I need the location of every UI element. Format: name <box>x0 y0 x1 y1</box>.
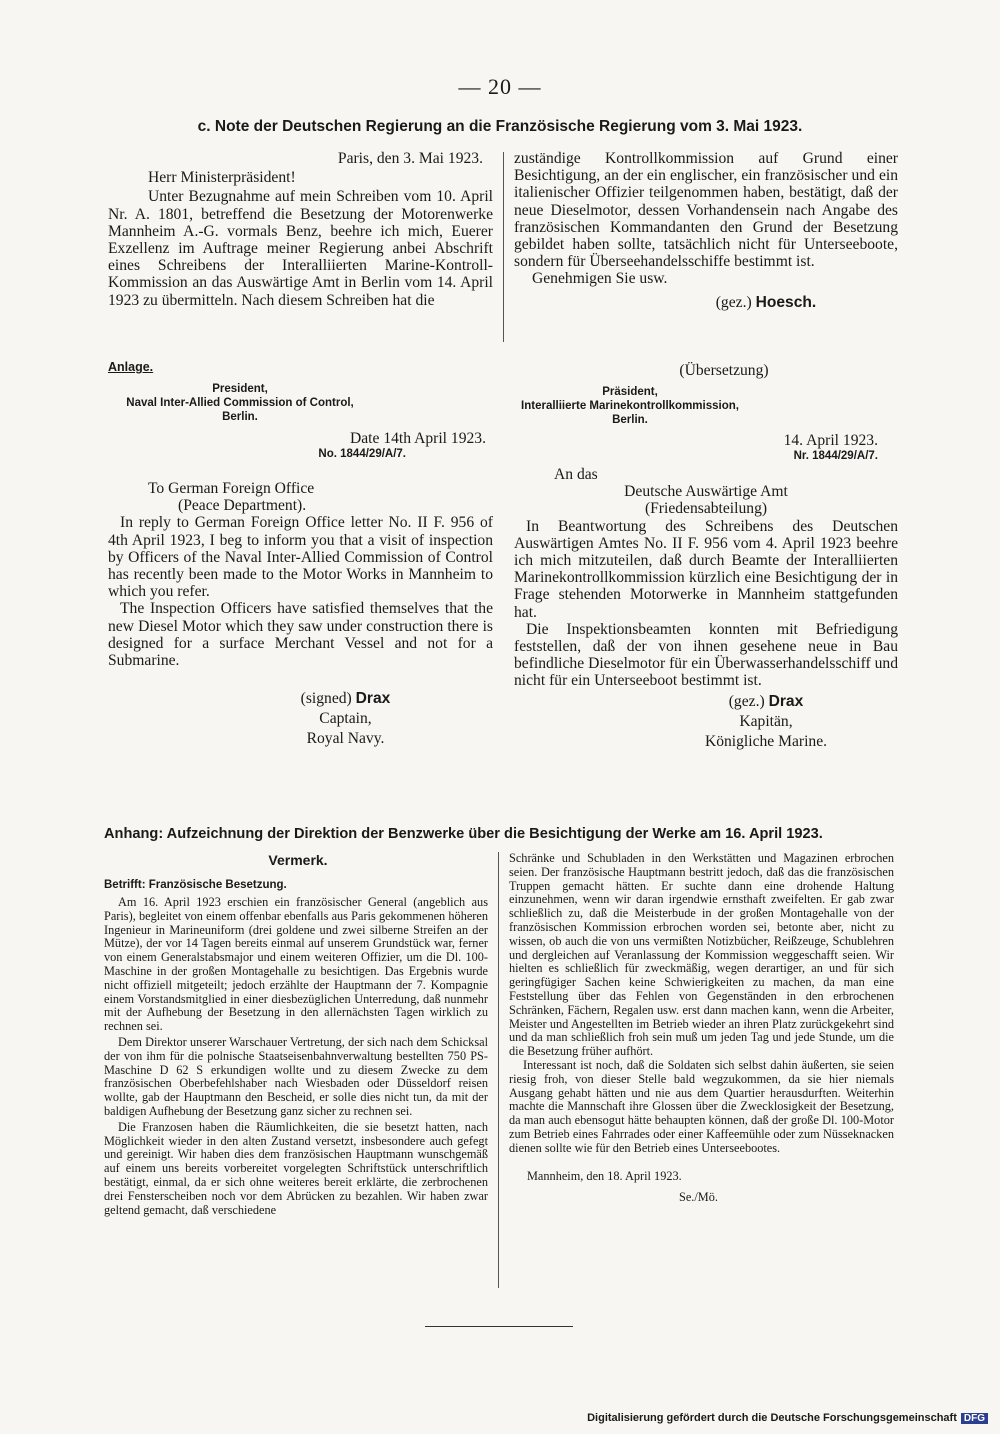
anhang-left-column <box>104 896 488 1217</box>
english-addressee: (Peace Department). <box>178 497 307 515</box>
german-addressee: Deutsche Auswärtige Amt <box>624 483 788 501</box>
german-sig-service: Königliche Marine. <box>704 732 828 750</box>
letter-salutation: Herr Ministerpräsident! <box>148 169 296 187</box>
dfg-logo: DFG <box>961 1413 988 1424</box>
german-ref: Nr. 1844/29/A/7. <box>793 450 878 463</box>
footer-credit <box>587 1412 988 1424</box>
anhang-left-para: Am 16. April 1923 erschien ein französischer General (angeblich aus Paris), begleitet von einem offenbar ebenfalls aus Paris gekommenen höheren Ingenieur in Marineuniform (drei goldene und zwei silberne Streifen an der Mütze), der vor 14 Tagen bereits einmal auf unserem Grundstück war, ferner von einem Generalstabsmajor und einem weiteren Offizier, um die Dl. 100-Maschine in der großen Montagehalle zu besichtigen. Das Ergebnis wurde nicht offiziell mitgeteilt; jedoch erzählte der Hauptmann der 7. Kompagnie einem Vorstandsmitglied in einer diesbezüglichen Unterredung, daß nunmehr mit der Aufhebung der Besetzung in den allernächsten Tagen wirklich zu rechnen sei. <box>104 895 488 1034</box>
german-sig-prefix: (gez.) <box>728 692 765 710</box>
german-sender <box>500 385 760 427</box>
signature-name: Hoesch. <box>755 293 817 311</box>
german-heading: (Übersetzung) <box>679 362 769 379</box>
german-sender-line: Präsident, <box>602 386 658 398</box>
anhang-right-para: Schränke und Schubladen in den Werkstätten und Magazinen erbrochen seien. Der französische Hauptmann bestritt jedoch, daß das die französischen Truppen gemacht hätten. Er suchte dann eine drohende Haltung einzunehmen, wenn wir daran irgendwie ernsthaft zweifelten. Er gab zwar schließlich zu, daß die Meisterbude in der großen Montagehalle von der französischen Kommission erbrochen worden sei, betonte aber, nicht zu wissen, ob auch die von uns vermißten Notizbücher, Reißzeuge, Schublehren und dergleichen auf Veranlassung der Kommission weggeschafft seien. Wir hielten es schließlich für zweckmäßig, wegen derartiger, an und für sich geringfügiger Sachen keine Schwierigkeiten zu machen, da man eine Feststellung über das Fehlen von Gegenständen in den erbrochenen Schränken, Fächern, Regalen usw. erst dann machen kann, wenn die Arbeiter, Meister und Angestellten im Betrieb wieder an ihren Platz zurückgekehrt sind und da man schließlich froh sein muß um jeden Tag und jede Stunde, um die die Besetzung früher aufhört. <box>509 851 894 1059</box>
german-sender-line: Berlin. <box>612 414 648 426</box>
english-body <box>108 480 493 749</box>
column-divider <box>503 152 504 342</box>
german-body <box>514 466 898 752</box>
letter-signature <box>514 294 898 311</box>
letter-body-right: zuständige Kontrollkommission auf Grund einer Besichtigung, an der ein englischer, ein französischer und ein italienischer Offizier teilgenommen haben, bestätigt, daß der neue Dieselmotor, dessen Vorhandensein nach Angabe des französischen Kommandanten den Grund der Besetzung gebildet haben sollte, tatsächlich nicht für Unterseeboote, sondern für Überseehandelsschiffe bestimmt ist. <box>514 150 898 271</box>
english-sig-rank: Captain, <box>319 710 372 728</box>
anhang-subtitle: Vermerk. <box>268 852 328 868</box>
anhang-left-para: Dem Direktor unserer Warschauer Vertretung, der sich nach dem Schicksal der von ihm für die polnische Staatseisenbahnverwaltung bestellten 750 PS-Maschine D 62 S erkundigen wollte und zu diesem Zwecke zu dem französischen Oberbefehlshaber nach Wiesbaden oder Düsseldorf reisen wollte, gab der Hauptmann den Bescheid, er solle dies nicht tun, da mit der baldigen Aufhebung der Besetzung ganz sicher zu rechnen sei. <box>104 1034 488 1118</box>
letter-right-column <box>514 150 898 311</box>
english-para-2: The Inspection Officers have satisfied themselves that the new Diesel Motor which they saw under construction there is designed for a surface Merchant Vessel and not for a Submarine. <box>108 600 493 670</box>
anhang-right-column <box>509 852 894 1205</box>
anhang-betrifft: Betrifft: Französische Besetzung. <box>104 879 287 891</box>
english-sender-line: Berlin. <box>222 411 258 423</box>
section-title: c. Note der Deutschen Regierung an die Französische Regierung vom 3. Mai 1923. <box>197 118 803 135</box>
english-addressee: To German Foreign Office <box>148 480 315 497</box>
english-sig-prefix: (signed) <box>300 690 352 708</box>
signature-prefix: (gez.) <box>715 293 752 311</box>
closing-rule <box>425 1326 573 1327</box>
german-date <box>514 432 878 463</box>
letter-date-line: Paris, den 3. Mai 1923. <box>337 150 483 167</box>
english-para-1: In reply to German Foreign Office letter No. II F. 956 of 4th April 1923, I beg to inform you that a visit of inspection by Officers of the Naval Inter-Allied Commission of Control has recently been made to the Motor Works in Mannheim to which you refer. <box>108 514 493 601</box>
german-para-2: Die Inspektionsbeamten konnten mit Befriedigung feststellen, daß der von ihnen gesehene neue in Bau befindliche Dieselmotor für ein Überwasserhandelsschiff und nicht für ein Unterseeboot bestimmt ist. <box>514 620 898 690</box>
anhang-column-divider <box>498 852 499 1288</box>
anhang-right-para: Interessant ist noch, daß die Soldaten sich selbst dahin äußerten, sie seien riesig froh, von dieser Stelle bald wegzukommen, da sie hier niemals Ausgang gehabt hätten und nie aus dem Quartier herausdurften. Weiterhin machte die Mannschaft ihre Glossen über die Zwecklosigkeit der Besetzung, da man auch ebensogut hätte behaupten können, daß der große Dl. 100-Motor zum Betrieb eines Fahrrades oder einer Kaffeemühle oder zum Nüsseknacken dienen sollte wie für den Betrieb eines Unterseebootes. <box>509 1057 894 1155</box>
english-signature <box>108 689 493 749</box>
page-number: — 20 — <box>458 74 542 99</box>
english-sender-line: President, <box>212 383 268 395</box>
german-sender-line: Interalliierte Marinekontrollkommission, <box>521 400 739 412</box>
english-date <box>108 430 486 461</box>
letter-body-left: Unter Bezugnahme auf mein Schreiben vom 10. April Nr. A. 1801, betreffend die Besetzung der Motorenwerke Mannheim A.-G. vormals Benz, beehre ich mich, Euerer Exzellenz im Auftrage meiner Regierung anbei Abschrift eines Schreibens der Interalliierten Marine-Kontroll-Kommission an das Auswärtige Amt in Berlin vom 14. April 1923 zu übermitteln. Nach diesem Schreiben hat die <box>108 188 493 309</box>
german-sig-name: Drax <box>768 692 804 710</box>
anhang-initials: Se./Mö. <box>679 1190 718 1205</box>
anlage-label: Anlage. <box>108 360 154 374</box>
english-sender-line: Naval Inter-Allied Commission of Control, <box>126 397 354 409</box>
anhang-place-date: Mannheim, den 18. April 1923. <box>527 1168 682 1183</box>
anhang-left-para: Die Franzosen haben die Räumlichkeiten, die sie besetzt hatten, nach Möglichkeit wieder in den alten Zustand versetzt, insbesondere auch gefegt und gereinigt. Wir haben dies dem französischen Hauptmann wunschgemäß auf einem uns bereits vorbereitet vorgelegten Schriftstück unterschriftlich bestätigt, einmal, da er sich ohne weiteres bereit erklärte, die zerbrochenen drei Fensterscheiben noch vor dem Abrücken zu bezahlen. Wir haben zwar geltend gemacht, daß verschiedene <box>104 1119 488 1217</box>
letter-closing: Genehmigen Sie usw. <box>532 270 668 288</box>
german-addressee: An das <box>554 466 598 483</box>
english-date-line: Date 14th April 1923. <box>350 430 486 447</box>
english-sender <box>100 382 380 424</box>
german-para-1: In Beantwortung des Schreibens des Deutschen Auswärtigen Amtes No. II F. 956 vom 4. April 1923 beehre ich mich mitzuteilen, daß durch Beamte der Interalliierten Marinekontrollkommission kürzlich eine Besichtigung der in Frage stehenden Motorwerke in Mannheim stattgefunden hat. <box>514 517 898 621</box>
german-date-line: 14. April 1923. <box>783 432 878 449</box>
anhang-title: Anhang: Aufzeichnung der Direktion der Benzwerke über die Besichtigung der Werke am 16. April 1923. <box>104 826 823 842</box>
english-ref: No. 1844/29/A/7. <box>318 448 406 461</box>
german-sig-rank: Kapitän, <box>739 712 793 730</box>
german-signature <box>514 692 898 752</box>
letter-left-column <box>108 150 493 309</box>
footer-text: Digitalisierung gefördert durch die Deutsche Forschungsgemeinschaft <box>587 1412 957 1424</box>
english-sig-service: Royal Navy. <box>306 730 385 748</box>
german-addressee: (Friedensabteilung) <box>644 500 768 518</box>
english-sig-name: Drax <box>355 690 391 708</box>
